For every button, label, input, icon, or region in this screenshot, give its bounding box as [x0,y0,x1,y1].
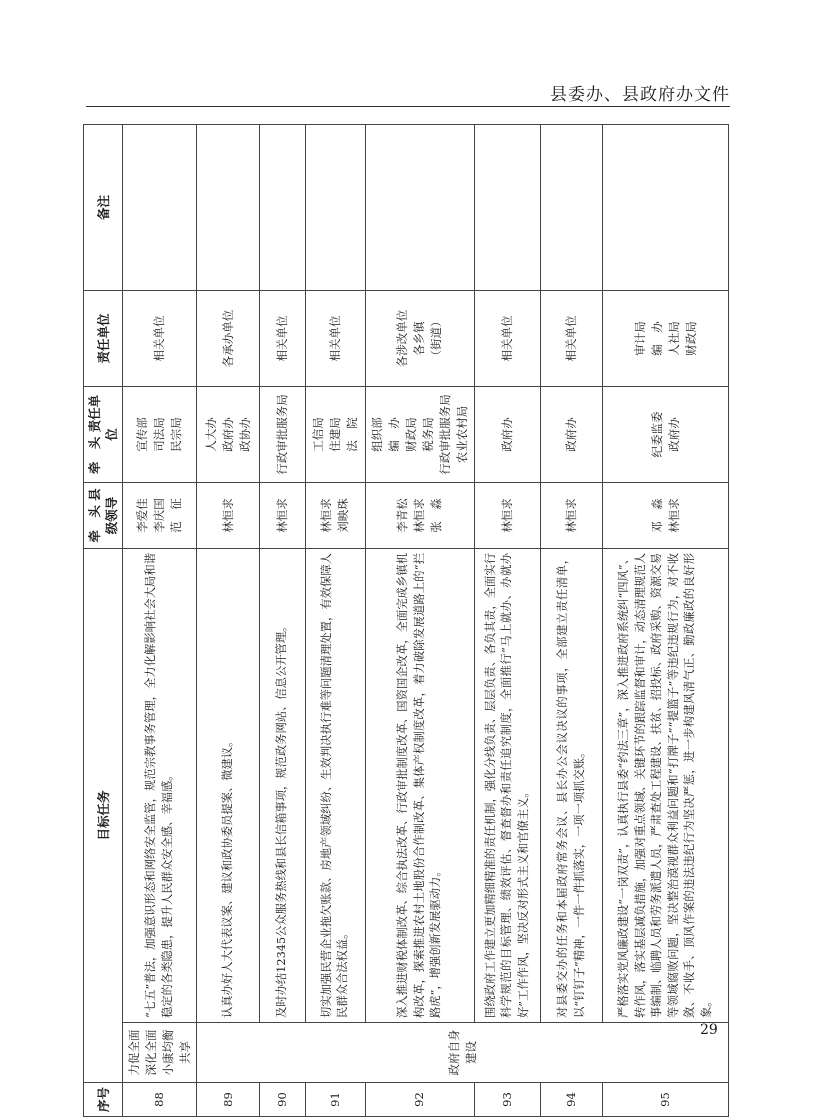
table-row [603,124,729,1116]
cell-resp: 相关单位 [305,290,365,386]
cell-resp: 相关单位 [259,290,305,386]
cell-no: 89 [197,1083,259,1117]
cell-remarks [541,124,603,290]
cell-desc: 及时办结12345公众服务热线和县长信箱事项，规范政务网站、信息公开管理。 [259,548,305,1022]
cell-leader: 林恒求 [197,482,259,548]
cell-no: 93 [474,1083,540,1117]
cell-leader: 林恒求 [474,482,540,548]
cell-resp: 相关单位 [474,290,540,386]
cell-no: 91 [305,1083,365,1117]
cell-lead-unit: 政府办 [541,386,603,482]
cell-resp: 审计局 编 办 人社局 财政局 [603,290,729,386]
cell-resp: 相关单位 [123,290,197,386]
cell-remarks [197,124,259,290]
cell-lead-unit: 人大办 政府办 政协办 [197,386,259,482]
cell-leader: 林恒求 [541,482,603,548]
col-header-remarks: 备注 [84,124,123,290]
col-header-target: 目标任务 [84,548,123,1082]
cell-no: 94 [541,1083,603,1117]
cell-remarks [123,124,197,290]
cell-leader: 李爱佳 李庆国 范 征 [123,482,197,548]
cell-desc: “七五”普法，加强意识形态和网络安全监管，规范宗教事务管理，全力化解影响社会大局和谐稳定的各类隐患，提升人民群众安全感、幸福感。 [123,548,197,1022]
cell-remarks [474,124,540,290]
cell-no: 88 [123,1083,197,1117]
cell-target-text: 力促全面深化 [126,1029,158,1076]
cell-remarks [305,124,365,290]
col-header-lead-leader: 牵 头 县级领导 [84,482,123,548]
group-label-g2: 政府自身建设 [446,1029,478,1076]
cell-leader: 林恒求 [259,482,305,548]
cell-leader: 李青松 林恒求 张 淼 [365,482,474,548]
rotated-table-frame [83,125,729,1117]
table-header-row [84,124,123,1116]
cell-leader: 邓 淼 林恒求 [603,482,729,548]
table-row [197,124,259,1116]
cell-desc: 围绕政府工作建立更加精细精准的责任机制，强化分线负责、层层负责、各负其责，全面实行科学规范的目标管理、绩效评估、督查督办和责任追究制度，全面推行“马上就办、办就办好”工作作风，坚决反对形式主义和官僚主义。 [474,548,540,1022]
cell-resp: 相关单位 [541,290,603,386]
table-row [541,124,603,1116]
cell-leader: 林恒求 刘映珠 [305,482,365,548]
cell-resp: 各承办单位 [197,290,259,386]
col-header-no: 序号 [84,1083,123,1117]
cell-no: 95 [603,1083,729,1117]
cell-lead-unit: 组织部 编 办 财政局 税务局 行政审批服务局 农业农村局 [365,386,474,482]
cell-lead-unit: 政府办 [474,386,540,482]
cell-desc: 严格落实党风廉政建设“一岗双责”，认真执行县委“约法三章”，深入推进政府系统纠“四风”、转作风，落实基层减负措施，加强对重点领域、关键环节的跟踪监督和审计，动态清理规范人事编制、临聘人员和劳务派遣人员，严肃查处工程建设、扶贫、招投标、政府采购、资源交易等领域腐败问题，坚决整治漠视群众利益问题和“打牌子”“提篮子”等违纪违规行为，对不收敛、不收手、顶风作案的违法违纪行为坚决严惩，进一步构建风清气正、勤政廉政的良好形象。 [603,548,729,1022]
cell-no: 90 [259,1083,305,1117]
table-row [474,124,540,1116]
cell-desc: 对县委交办的任务和本届政府常务会议、县长办公会议决议的事项，全部建立责任清单，以“钉钉子”精神，一件一件抓落实，一项一项抓交账。 [541,548,603,1022]
cell-resp: 各涉改单位 各乡镇 （街道） [365,290,474,386]
group-cell-g2 [197,1023,729,1083]
task-table [83,124,729,1117]
table-row [305,124,365,1116]
cell-desc: 深入推进财税体制改革、综合执法改革、行政审批制度改革、国资国企改革，全面完成乡镇机构改革，探索推进农村土地股份合作制改革、集体产权制度改革，着力破除发展道路上的“拦路虎”，增强创新发展驱动力。 [365,548,474,1022]
cell-desc: 切实加强民营企业拖欠账款、房地产领域纠纷、生效判决执行难等问题清理处置，有效保障人民群众合法权益。 [305,548,365,1022]
header-rule [86,106,730,107]
cell-lead-unit: 纪委监委 政府办 [603,386,729,482]
col-header-lead-unit: 牵 头 责任单位 [84,386,123,482]
cell-desc: 认真办好人大代表议案、建议和政协委员提案、微建议。 [197,548,259,1022]
col-header-resp-unit: 责任单位 [84,290,123,386]
cell-no: 92 [365,1083,474,1117]
cell-remarks [259,124,305,290]
cell-lead-unit: 宣传部 司法局 民宗局 [123,386,197,482]
table-row [123,124,197,1116]
header-title: 县委办、县政府办文件 [550,85,730,105]
group-label-g1: 全面小康均衡共享 [143,1029,192,1076]
page-number: 29 [700,1022,718,1038]
table-row [259,124,305,1116]
table-row [365,124,474,1116]
cell-lead-unit: 工信局 住建局 法 院 [305,386,365,482]
cell-remarks [603,124,729,290]
cell-lead-unit: 行政审批服务局 [259,386,305,482]
cell-target [123,1023,197,1083]
cell-remarks [365,124,474,290]
